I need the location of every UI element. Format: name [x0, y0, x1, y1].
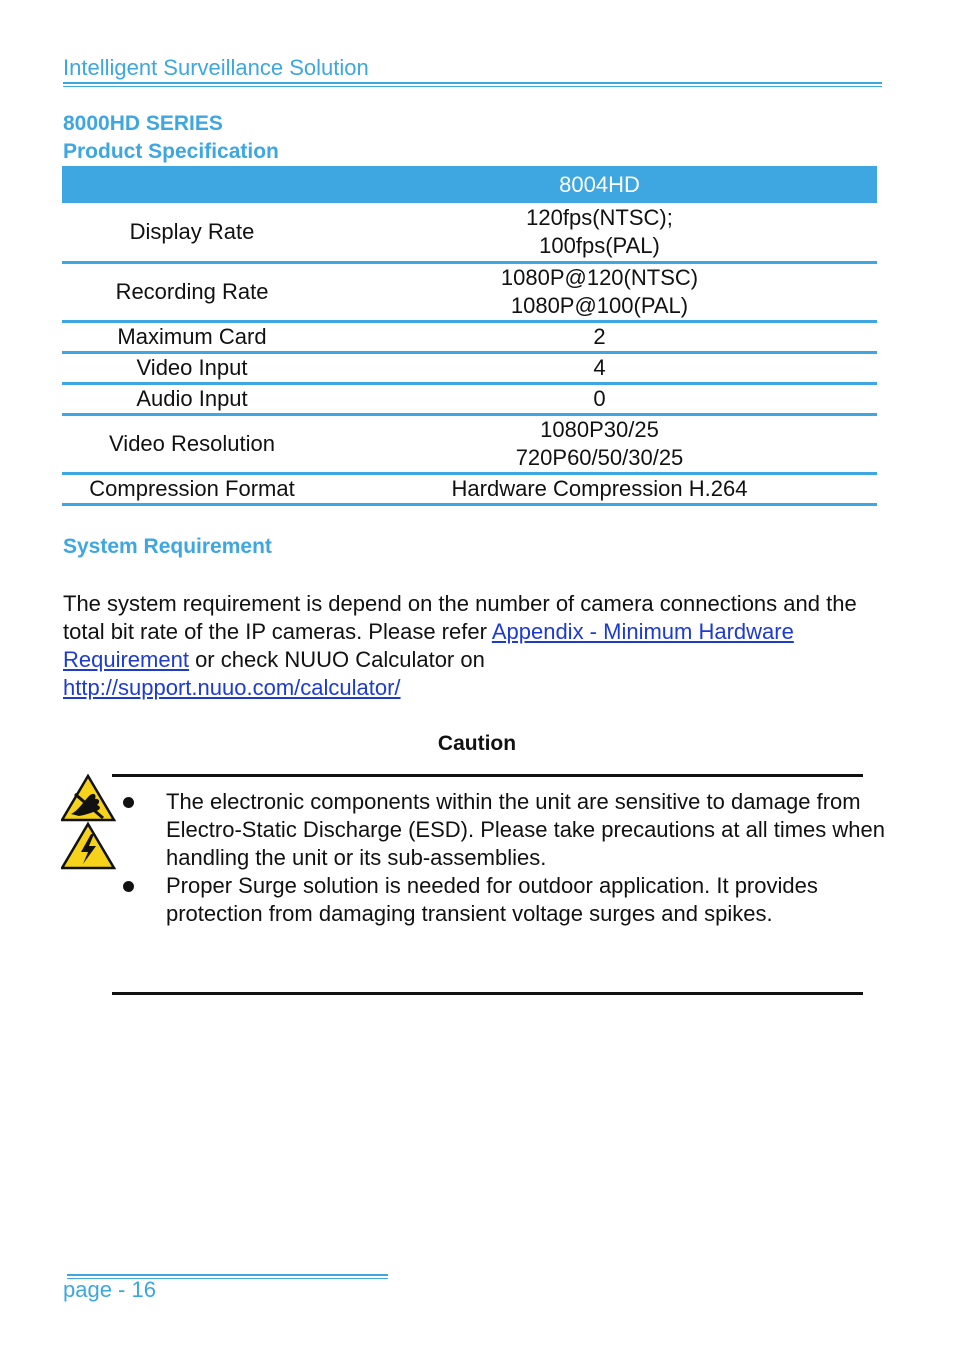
- spec-label: Audio Input: [62, 383, 322, 414]
- requirement-title: System Requirement: [63, 535, 272, 558]
- spec-value-line: 1080P@120(NTSC): [500, 264, 699, 290]
- spec-value: Hardware Compression H.264: [322, 473, 877, 504]
- series-title: 8000HD SERIES: [63, 112, 223, 135]
- appendix-link[interactable]: Appendix - Minimum Hardware Requirement: [63, 619, 794, 672]
- page-number: page - 16: [63, 1277, 156, 1302]
- header-title: Intelligent Surveillance Solution: [63, 55, 369, 80]
- spec-label: Compression Format: [62, 473, 322, 504]
- spec-value-line: 1080P@100(PAL): [510, 292, 689, 318]
- caution-icons: [61, 774, 116, 875]
- spec-title: Product Specification: [63, 140, 279, 163]
- spec-row: [62, 203, 877, 262]
- requirement-text-1: The system requirement is depend on the number of camera connections and the total bit rate of the IP cameras. Please refer: [63, 591, 857, 644]
- spec-header-empty: [62, 166, 322, 203]
- spec-value: 4: [322, 352, 877, 383]
- spec-label: Maximum Card: [62, 321, 322, 352]
- caution-top-rule: [112, 774, 863, 777]
- bullet-icon: [123, 881, 134, 892]
- calculator-link[interactable]: http://support.nuuo.com/calculator/: [63, 675, 401, 700]
- spec-header-row: [62, 166, 877, 203]
- requirement-text-2: or check NUUO Calculator on: [188, 647, 485, 672]
- esd-warning-icon: [61, 774, 116, 870]
- caution-item: [120, 788, 900, 872]
- spec-row: [62, 352, 877, 383]
- spec-value-line: 120fps(NTSC);: [526, 204, 673, 230]
- spec-value: [322, 414, 877, 473]
- spec-value: 2: [322, 321, 877, 352]
- caution-title: Caution: [437, 732, 517, 755]
- spec-label: Recording Rate: [62, 262, 322, 321]
- caution-item-text: Proper Surge solution is needed for outdoor application. It provides protection from damaging transient voltage surges and spikes.: [166, 873, 818, 926]
- caution-bottom-rule: [112, 992, 863, 995]
- spec-label: Display Rate: [62, 203, 322, 262]
- spec-value: 0: [322, 383, 877, 414]
- spec-value: [322, 203, 877, 262]
- spec-header-model: 8004HD: [322, 166, 877, 203]
- spec-value-line: 100fps(PAL): [539, 232, 660, 258]
- spec-row: [62, 414, 877, 473]
- caution-item-text: The electronic components within the unit are sensitive to damage from Electro-Static Discharge (ESD). Please take precautions at all times when handling the unit or its sub-assemblies.: [166, 789, 885, 870]
- spec-label: Video Resolution: [62, 414, 322, 473]
- spec-row: [62, 321, 877, 352]
- spec-label: Video Input: [62, 352, 322, 383]
- header-rule: [63, 82, 882, 87]
- caution-list: [120, 788, 900, 928]
- spec-table: [62, 166, 877, 506]
- spec-row: [62, 473, 877, 504]
- spec-value-line: 720P60/50/30/25: [515, 444, 684, 470]
- high-voltage-warning-icon: [62, 824, 114, 868]
- requirement-paragraph: [63, 590, 893, 702]
- spec-row: [62, 262, 877, 321]
- spec-row: [62, 383, 877, 414]
- bullet-icon: [123, 797, 134, 808]
- caution-item: [120, 872, 900, 928]
- spec-value-line: 1080P30/25: [540, 416, 659, 442]
- spec-value: [322, 262, 877, 321]
- esd-warning-icon: [62, 776, 114, 820]
